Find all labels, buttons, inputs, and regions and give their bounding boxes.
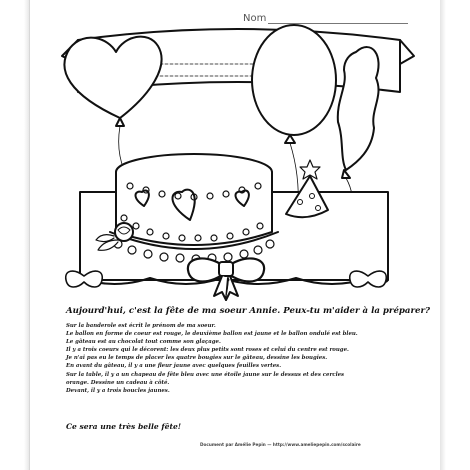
instruction-line: Je n'ai pas eu le temps de placer les quatre bougies sur le gâteau, dessine les bougies.	[66, 355, 328, 362]
instruction-line: Sur la banderole est écrit le prénom de ma soeur.	[66, 323, 216, 329]
name-label: Nom	[243, 13, 267, 24]
instruction-line: En avant du gâteau, il y a une fleur jaune avec quelques feuilles vertes.	[66, 363, 282, 370]
wavy-balloon-icon	[338, 47, 379, 212]
worksheet-heading: Aujourd'hui, c'est la fête de ma soeur Annie. Peux-tu m'aider à la préparer?	[66, 306, 431, 316]
closing-line: Ce sera une très belle fête!	[66, 422, 182, 431]
party-hat-icon	[286, 160, 328, 217]
heart-balloon-icon	[64, 37, 161, 170]
instruction-line: Devant, il y a trois boucles jaunes.	[66, 387, 170, 394]
footer-credit: Document par Amélie Pepin — http://www.ameliepepin.com/scolaire	[200, 442, 361, 447]
instruction-line: Le ballon en forme de coeur est rouge, le deuxième ballon est jaune et le ballon ondulé est bleu.	[66, 331, 358, 338]
instruction-line: Il y a trois coeurs qui le décorent: les deux plus petits sont roses et celui du centre est rouge.	[66, 347, 349, 354]
instruction-line: Sur la table, il y a un chapeau de fête bleu avec une étoile jaune sur le dessus et des cercles	[66, 371, 345, 378]
instruction-line: orange. Dessine un cadeau à côté.	[66, 379, 170, 386]
instruction-line: Le gâteau est au chocolat tout comme son glaçage.	[66, 339, 221, 346]
instructions-list	[66, 322, 406, 395]
